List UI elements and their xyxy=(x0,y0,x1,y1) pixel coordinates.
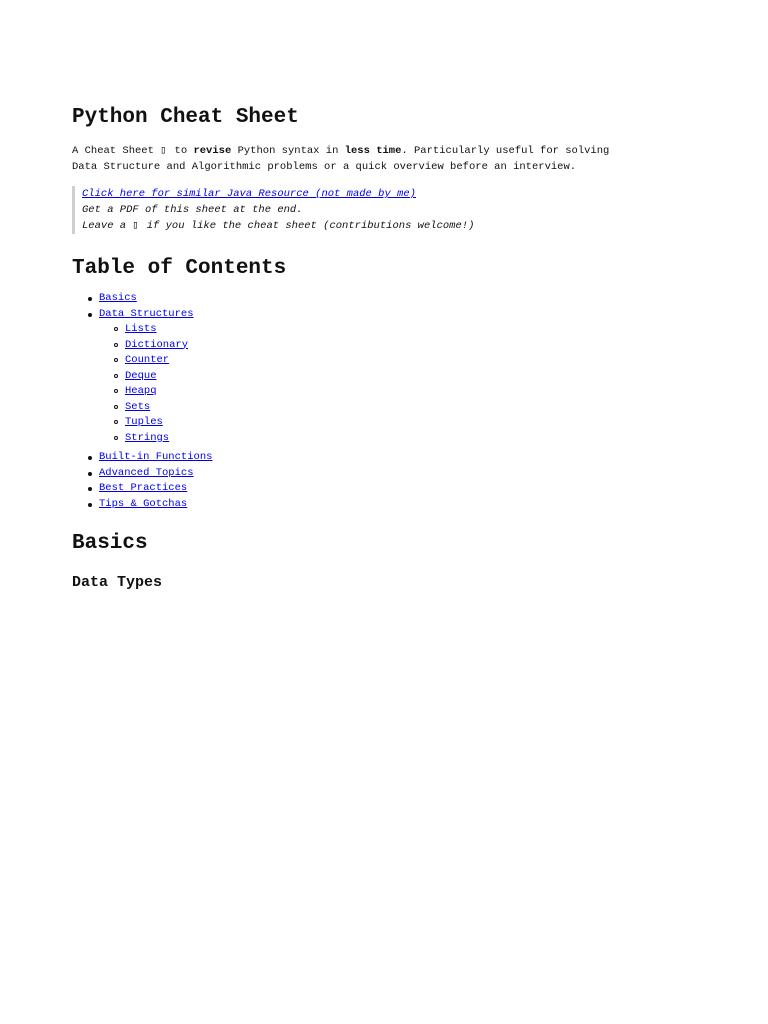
toc-item-tips-gotchas xyxy=(72,497,632,513)
toc-heading: Table of Contents xyxy=(72,257,287,280)
toc-link-counter[interactable]: Counter xyxy=(125,354,170,366)
intro-text-4: . Particularly useful for solving Data Structure and Algorithmic problems or a quick overview before an interview. xyxy=(72,145,610,173)
toc-link-heapq[interactable]: Heapq xyxy=(125,385,157,397)
toc-link-dictionary[interactable]: Dictionary xyxy=(125,338,189,351)
toc-link-sets[interactable]: Sets xyxy=(125,400,151,413)
blockquote xyxy=(72,186,632,234)
intro-bold-less-time: less time xyxy=(344,145,402,157)
toc-subitem xyxy=(99,415,632,431)
toc-item-best-practices xyxy=(72,481,632,497)
toc-item-built-in-functions xyxy=(72,450,632,466)
toc-list xyxy=(72,291,632,512)
toc-item-data-structures xyxy=(72,307,632,447)
intro-text-1: A Cheat Sheet xyxy=(72,145,154,157)
star-note-post: if you like the cheat sheet (contributions welcome!) xyxy=(140,220,475,232)
toc-item-advanced-topics xyxy=(72,466,632,482)
toc-subitem xyxy=(99,400,632,416)
toc-link-basics[interactable]: Basics xyxy=(99,292,137,304)
java-resource-link[interactable]: Click here for similar Java Resource (not made by me) xyxy=(82,188,416,200)
emoji-icon: ▯ xyxy=(160,145,167,157)
toc-subitem xyxy=(99,369,632,385)
toc-link-lists[interactable]: Lists xyxy=(125,323,157,335)
pdf-note: Get a PDF of this sheet at the end. xyxy=(82,204,303,216)
toc-subitem xyxy=(99,322,632,338)
toc-link-strings[interactable]: Strings xyxy=(125,431,170,444)
intro-text-3: Python syntax in xyxy=(231,145,345,157)
star-note xyxy=(82,218,632,234)
section-heading-basics: Basics xyxy=(72,532,148,555)
toc-link-best-practices[interactable]: Best Practices xyxy=(99,482,188,494)
toc-subitem xyxy=(99,431,632,447)
toc-link-built-in-functions[interactable]: Built-in Functions xyxy=(99,451,213,463)
intro-paragraph xyxy=(72,144,632,175)
toc-subitem xyxy=(99,338,632,354)
document-content xyxy=(72,104,632,593)
star-emoji-icon: ▯ xyxy=(132,220,139,232)
toc-link-tips-gotchas[interactable]: Tips & Gotchas xyxy=(99,497,188,510)
toc-link-advanced-topics[interactable]: Advanced Topics xyxy=(99,466,194,479)
toc-link-data-structures[interactable]: Data Structures xyxy=(99,307,194,320)
star-note-pre: Leave a xyxy=(82,220,133,232)
intro-text-2: to xyxy=(168,145,194,157)
subsection-heading-data-types: Data Types xyxy=(72,574,163,591)
toc-link-tuples[interactable]: Tuples xyxy=(125,416,163,428)
toc-item-basics xyxy=(72,291,632,307)
toc-sublist-data-structures xyxy=(99,322,632,446)
toc-subitem xyxy=(99,353,632,369)
page-title: Python Cheat Sheet xyxy=(72,106,299,129)
intro-bold-revise: revise xyxy=(193,145,232,157)
toc-subitem xyxy=(99,384,632,400)
toc-link-deque[interactable]: Deque xyxy=(125,369,157,382)
